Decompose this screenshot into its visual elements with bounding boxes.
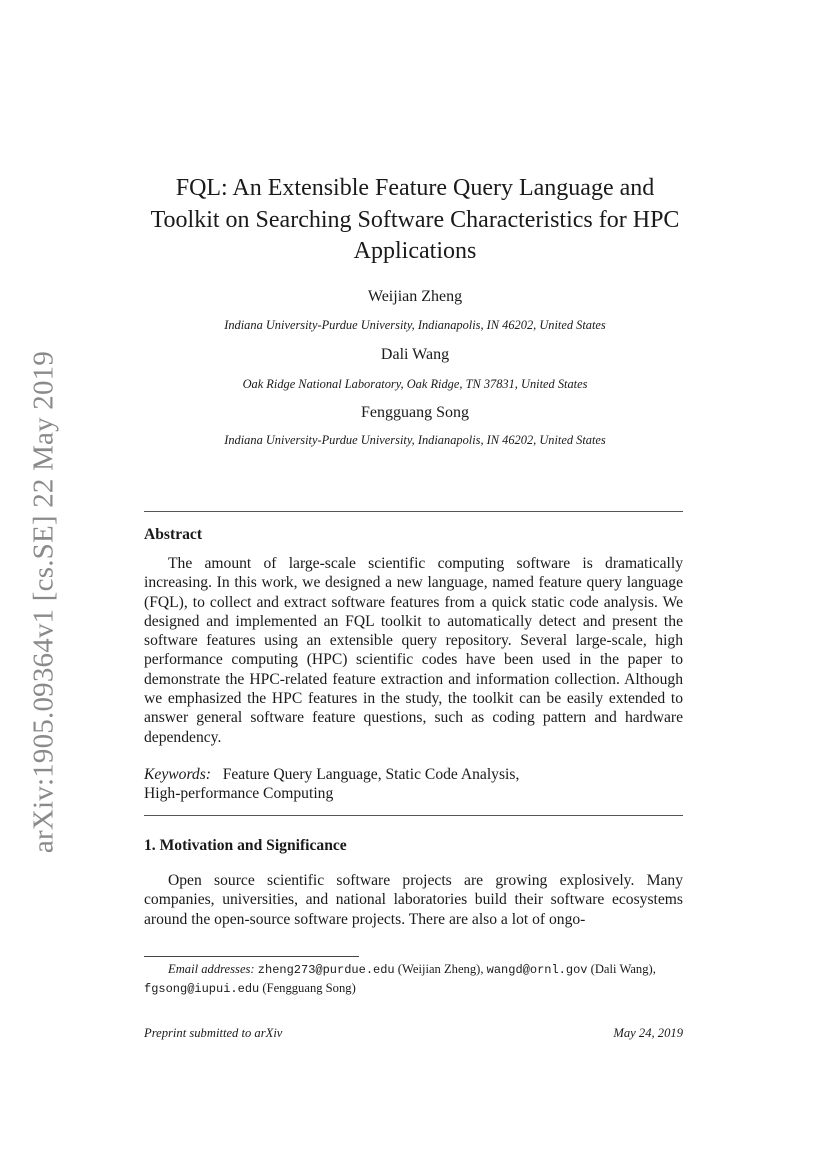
section-heading: 1. Motivation and Significance xyxy=(144,837,347,854)
footer-date: May 24, 2019 xyxy=(613,1026,683,1040)
email-link[interactable]: wangd@ornl.gov xyxy=(486,963,588,977)
email-owner: (Weijian Zheng), xyxy=(397,962,484,976)
page-footer xyxy=(144,1026,683,1041)
email-owner: (Dali Wang), xyxy=(590,962,656,976)
keywords-line-1: Feature Query Language, Static Code Analysis, xyxy=(222,766,520,783)
paper-title xyxy=(140,173,690,268)
abstract-bottom-rule xyxy=(144,815,683,816)
title-line: Toolkit on Searching Software Characteristics for HPC xyxy=(150,206,680,233)
email-link[interactable]: fgsong@iupui.edu xyxy=(144,981,260,996)
footnote-emails xyxy=(144,961,683,998)
arxiv-side-stamp xyxy=(22,350,66,854)
email-link[interactable]: zheng273@purdue.edu xyxy=(257,963,395,977)
author-affiliation: Oak Ridge National Laboratory, Oak Ridge, TN 37831, United States xyxy=(242,377,588,391)
abstract-heading: Abstract xyxy=(144,526,203,543)
email-label: Email addresses: xyxy=(168,962,255,976)
author-affiliation: Indiana University-Purdue University, Indianapolis, IN 46202, United States xyxy=(224,433,606,447)
author-affiliation: Indiana University-Purdue University, Indianapolis, IN 46202, United States xyxy=(224,318,606,332)
email-owner: (Fengguang Song) xyxy=(262,980,356,995)
author-name: Dali Wang xyxy=(380,346,450,363)
keywords-label: Keywords: xyxy=(144,766,211,783)
keywords-line-2: High-performance Computing xyxy=(144,785,334,803)
abstract-top-rule xyxy=(144,511,683,512)
arxiv-identifier: arXiv:1905.09364v1 [cs.SE] 22 May 2019 xyxy=(27,350,60,854)
author-name: Weijian Zheng xyxy=(367,288,463,305)
title-line: FQL: An Extensible Feature Query Language and xyxy=(175,175,655,201)
author-name: Fengguang Song xyxy=(361,404,469,421)
keywords xyxy=(144,765,683,804)
title-line: Applications xyxy=(353,238,477,264)
section-body-text: Open source scientific software projects are growing explosively. Many companies, universities, and national laboratories build their software ecosystems around the open-source software projects. There are also a lot of ongo- xyxy=(144,872,683,928)
footer-venue: Preprint submitted to arXiv xyxy=(144,1026,283,1040)
footnote-rule xyxy=(144,956,359,957)
abstract-text: The amount of large-scale scientific computing software is dramatically increasing. In this work, we designed a new language, named feature query language (FQL), to collect and extract software features from a quick static code analysis. We designed and implemented an FQL toolkit to automatically detect and present the software features using an extensible query repository. Several large-scale, high performance computing (HPC) scientific codes have been used in the paper to demonstrate the HPC-related feature extraction and information collection. Although we emphasized the HPC features in the study, the toolkit can be easily extended to answer general software feature questions, such as coding pattern and hardware dependency. xyxy=(144,555,683,746)
